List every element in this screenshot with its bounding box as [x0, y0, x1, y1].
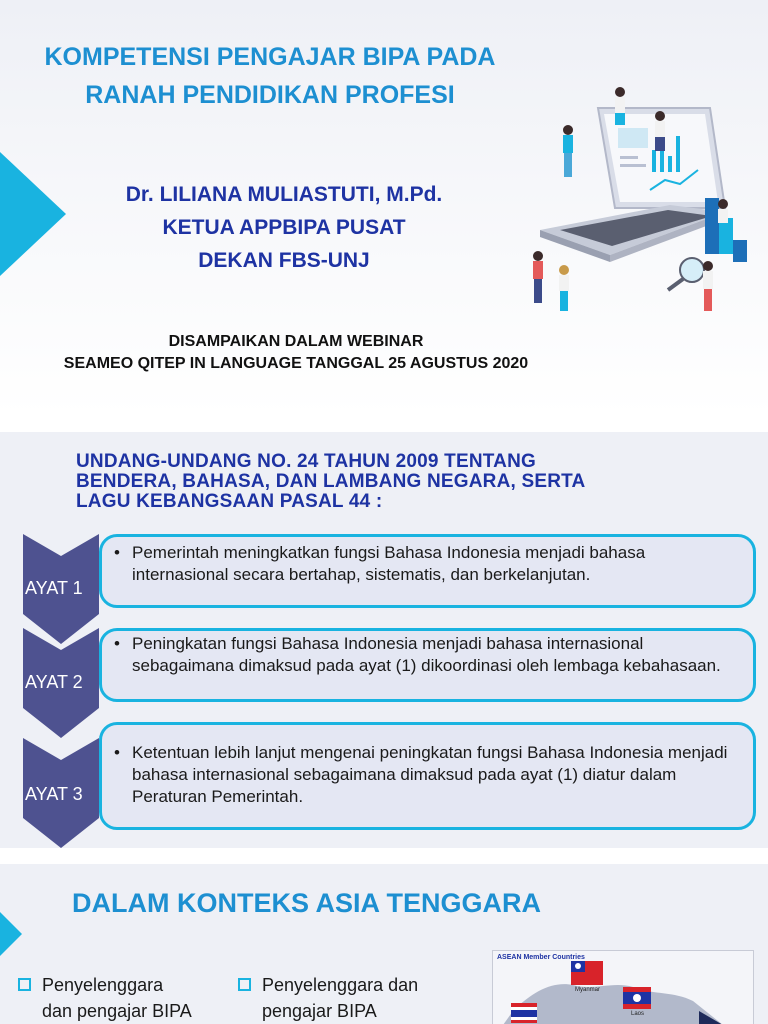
law-heading	[76, 452, 676, 512]
ayat-1-text-wrap	[114, 542, 743, 586]
ayat-2-text: Peningkatan fungsi Bahasa Indonesia menjadi bahasa internasional sebagaimana dimaksud pada ayat (1) dikoordinasi oleh lembaga kebahasaan.	[132, 634, 721, 675]
checkbox-icon	[18, 978, 31, 991]
title-line-2: RANAH PENDIDIKAN PROFESI	[85, 81, 455, 109]
author-name: Dr. LILIANA MULIASTUTI, M.Pd.	[125, 183, 443, 206]
ayat-2-label: AYAT 2	[25, 672, 83, 692]
map-label-myanmar: Myanmar	[575, 987, 601, 993]
author-block	[0, 178, 568, 277]
ayat-3-label: AYAT 3	[25, 784, 83, 804]
list-item	[262, 972, 418, 1024]
list-item-line: pengajar BIPA	[262, 1001, 377, 1021]
list-item-line: Penyelenggara dan	[262, 975, 419, 995]
title-slide	[0, 0, 768, 416]
bullet-icon: •	[114, 634, 120, 653]
checkbox-icon	[238, 978, 251, 991]
asean-map	[492, 950, 754, 1024]
data-analytics-illustration	[520, 80, 760, 320]
presentation-title	[0, 38, 540, 114]
asean-slide	[0, 864, 768, 1024]
laos-flag-icon	[623, 987, 651, 1009]
ayat-2-text-wrap	[114, 633, 743, 677]
ayat-3-box	[99, 722, 756, 830]
list-item-line: Penyelenggara	[42, 975, 164, 995]
ayat-1-label: AYAT 1	[25, 578, 83, 598]
title-line-1: KOMPETENSI PENGAJAR BIPA PADA	[44, 43, 496, 71]
event-info	[0, 331, 592, 375]
law-heading-line-1: UNDANG-UNDANG NO. 24 TAHUN 2009 TENTANG	[76, 451, 536, 472]
bullet-icon: •	[114, 743, 120, 762]
bullet-icon: •	[114, 543, 120, 562]
map-graphic	[493, 951, 753, 1024]
author-role-1: KETUA APPBIPA PUSAT	[162, 216, 406, 239]
ayat-2-box	[99, 628, 756, 702]
ayat-3-text: Ketentuan lebih lanjut mengenai peningkatan fungsi Bahasa Indonesia menjadi bahasa internasional sebagaimana dimaksud pada ayat (1) diatur dalam Peraturan Pemerintah.	[132, 743, 728, 806]
ayat-2-chevron	[23, 628, 99, 738]
list-item	[42, 972, 192, 1024]
list-item-line: dan pengajar BIPA	[42, 1001, 192, 1021]
ayat-3-text-wrap	[114, 742, 743, 808]
law-heading-line-3: LAGU KEBANGSAAN PASAL 44 :	[76, 491, 383, 512]
myanmar-flag-icon	[571, 961, 603, 985]
ayat-1-box	[99, 534, 756, 608]
ayat-3-chevron	[23, 738, 99, 848]
event-line-2: SEAMEO QITEP IN LANGUAGE TANGGAL 25 AGUSTUS 2020	[63, 355, 529, 372]
thailand-flag-icon	[511, 1003, 537, 1023]
author-role-2: DEKAN FBS-UNJ	[198, 249, 370, 272]
map-title: ASEAN Member Countries	[497, 954, 585, 961]
law-heading-line-2: BENDERA, BAHASA, DAN LAMBANG NEGARA, SERTA	[76, 471, 586, 492]
event-line-1: DISAMPAIKAN DALAM WEBINAR	[168, 333, 424, 350]
cyan-arrow-decoration	[0, 912, 22, 956]
asean-title: DALAM KONTEKS ASIA TENGGARA	[72, 888, 541, 918]
ayat-1-text: Pemerintah meningkatkan fungsi Bahasa Indonesia menjadi bahasa internasional secara bertahap, sistematis, dan berkelanjutan.	[132, 543, 646, 584]
magnifier-icon	[668, 258, 704, 290]
map-label-laos: Laos	[631, 1011, 645, 1017]
law-slide	[0, 432, 768, 848]
